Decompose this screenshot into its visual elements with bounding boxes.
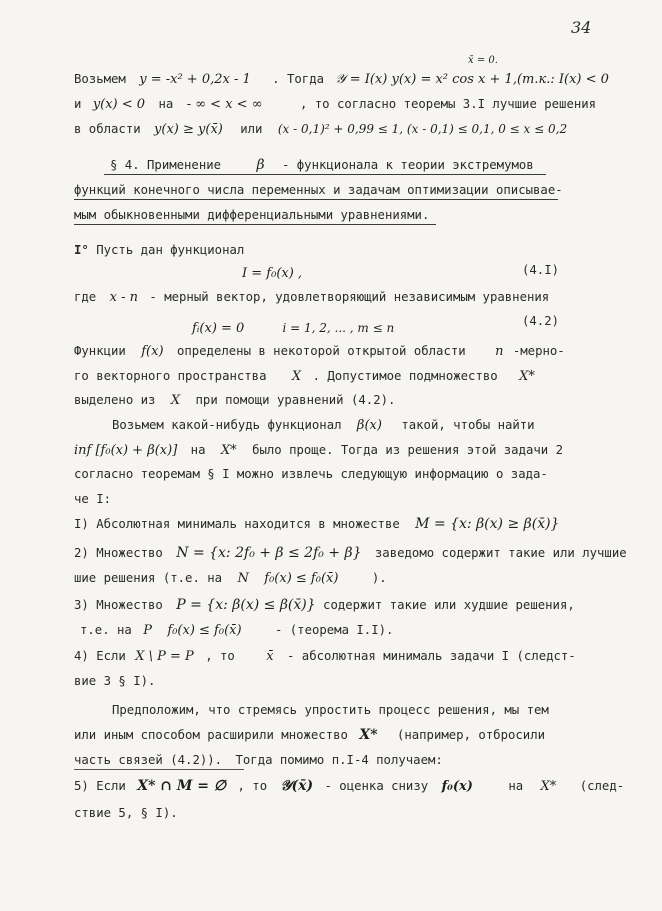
text: - мерный вектор, удовлетворяющий независимым уравнения: [149, 290, 550, 304]
text: или иным способом расширили множество: [74, 728, 348, 742]
line-functions: [74, 343, 565, 360]
handwritten-formula: M = {x: β(x) ≥ β(x̄)}: [415, 516, 560, 532]
text: Функции: [74, 344, 126, 358]
handwritten-symbol: n: [495, 344, 504, 359]
underline: [74, 769, 244, 770]
handwritten-formula: y = -x² + 0,2x - 1: [139, 72, 251, 87]
section-heading-line-2: функций конечного числа переменных и задачам оптимизации описывае-: [74, 183, 563, 197]
handwritten-symbol: X*: [359, 727, 378, 743]
handwritten-symbol: X: [291, 369, 302, 384]
handwritten-formula: f₀(x) ≤ f₀(x̄): [264, 571, 339, 586]
list-item-2-cont: [74, 570, 387, 587]
text: часть связей (4.2)).: [74, 753, 223, 767]
list-item-2: [74, 545, 627, 561]
text: , то согласно теоремы 3.I лучшие решения: [299, 97, 597, 111]
paragraph-line-2: [74, 727, 545, 743]
heading-underline: [74, 199, 558, 200]
handwritten-formula: 𝒴(x̄): [280, 778, 314, 794]
text: - (теорема I.I).: [274, 623, 394, 637]
text: выделено из: [74, 393, 156, 407]
section-heading-line-1: [110, 157, 534, 173]
text: такой, чтобы найти: [401, 418, 535, 432]
equation-number: (4.2): [522, 314, 560, 328]
handwritten-symbol: N: [237, 571, 249, 586]
text: Возьмем: [74, 72, 126, 86]
item-number: I°: [74, 243, 89, 257]
text: - абсолютная минималь задачи I (следст-: [286, 649, 576, 663]
text: 4) Если: [74, 649, 126, 663]
text: ).: [371, 571, 387, 585]
paragraph-line-1: Предположим, что стремясь упростить процесс решения, мы тем: [112, 703, 549, 717]
text: Возьмем какой-нибудь функционал: [112, 418, 342, 432]
text: , то: [205, 649, 235, 663]
text: , то: [237, 779, 268, 793]
list-item-4-cont: вие 3 § I).: [74, 674, 156, 688]
text: определены в некоторой открытой области: [176, 344, 466, 358]
text: - функционала к теории экстремумов: [281, 158, 534, 172]
text: § 4. Применение: [110, 158, 222, 172]
line-where: [74, 289, 549, 306]
handwritten-formula: P = {x: β(x) ≤ β(x̄)}: [176, 597, 316, 613]
text: на: [158, 97, 174, 111]
handwritten-symbol: X*: [540, 779, 557, 794]
handwritten-symbol: P: [143, 623, 152, 638]
text: . Тогда: [272, 72, 324, 86]
handwritten-formula: f₀(x) ≤ f₀(x̄): [167, 623, 242, 638]
text: Пусть дан функционал: [96, 243, 245, 257]
line-3: [74, 121, 567, 138]
handwritten-formula: (x - 0,1)² + 0,99 ≤ 1, (x - 0,1) ≤ 0,1, 0 ≤ x ≤ 0,2: [277, 122, 568, 136]
handwritten-formula: - ∞ < x < ∞: [186, 97, 263, 112]
text: было проще. Тогда из решения этой задачи 2: [252, 443, 564, 457]
text: т.е. на: [80, 623, 132, 637]
text: на: [508, 779, 524, 793]
handwritten-formula: f₀(x): [441, 779, 473, 794]
text: заведомо содержит такие или лучшие: [374, 546, 627, 560]
list-item-3: [74, 597, 575, 613]
list-item-1: [74, 516, 559, 532]
formula-4-1: I = f₀(x) ,: [242, 266, 303, 281]
text: где: [74, 290, 97, 304]
text: на: [190, 443, 206, 457]
line-accordingly: согласно теоремам § I можно извлечь следующую информацию о зада-: [74, 467, 548, 481]
line-take-functional: [112, 417, 535, 434]
heading-underline: [74, 224, 436, 225]
list-item-3-cont: [80, 622, 393, 639]
handwritten-superscript: x̄ = 0.: [468, 55, 498, 66]
formula-4-2: [192, 320, 394, 337]
text: 5) Если: [74, 779, 126, 793]
paragraph-line-3: [74, 752, 443, 768]
page-number: 34: [571, 18, 592, 37]
text: го векторного пространства: [74, 369, 267, 383]
formula-condition: i = 1, 2, ... , m ≤ n: [282, 321, 395, 335]
handwritten-symbol: β: [256, 157, 265, 173]
text: при помощи уравнений (4.2).: [195, 393, 396, 407]
handwritten-symbol: X*: [519, 369, 535, 384]
text: (след-: [579, 779, 625, 793]
paragraph-1: [74, 242, 244, 258]
formula: fᵢ(x) = 0: [192, 321, 245, 336]
text: 3) Множество: [74, 598, 163, 612]
line-problem-i: че I:: [74, 492, 112, 506]
text: содержит такие или худшие решения,: [323, 598, 575, 612]
handwritten-symbol: X: [170, 393, 181, 408]
handwritten-formula: X* ∩ M = ∅: [137, 778, 227, 794]
equation-number: (4.I): [522, 263, 560, 277]
handwritten-formula: y(x) < 0: [92, 97, 146, 112]
text: I) Абсолютная минималь находится в множестве: [74, 517, 400, 531]
handwritten-formula: N = {x: 2f₀ + β ≤ 2f₀ + β}: [176, 545, 362, 561]
text: и: [74, 97, 82, 111]
text: Тогда помимо п.I-4 получаем:: [235, 753, 443, 767]
line-selected: [74, 392, 395, 409]
text: - оценка снизу: [324, 779, 429, 793]
list-item-5: [74, 778, 624, 795]
handwritten-formula: β(x): [356, 418, 382, 433]
line-vector-space: [74, 368, 535, 385]
list-item-5-cont: ствие 5, § I).: [74, 806, 178, 820]
text: (например, отбросили: [396, 728, 546, 742]
list-item-4: [74, 648, 576, 665]
handwritten-formula: f(x): [141, 344, 164, 359]
handwritten-formula: X \ P = P: [135, 649, 194, 664]
text: шие решения (т.е. на: [74, 571, 223, 585]
handwritten-symbol: x̄: [266, 649, 274, 664]
line-inf: [74, 442, 563, 459]
handwritten-symbol: X*: [220, 443, 237, 458]
handwritten-formula: y(x) ≥ y(x̄): [154, 122, 223, 137]
text: в области: [74, 122, 141, 136]
text: или: [240, 122, 263, 136]
text: -мерно-: [512, 344, 565, 358]
text: . Допустимое подмножество: [312, 369, 498, 383]
handwritten-formula: 𝒴 = I(x) y(x) = x² cos x + 1,(т.к.: I(x) < 0: [335, 72, 609, 87]
handwritten-formula: inf [f₀(x) + β(x)]: [74, 443, 178, 458]
handwritten-formula: x - n: [109, 290, 138, 305]
text: 2) Множество: [74, 546, 163, 560]
line-1: [74, 71, 609, 88]
section-heading-line-3: мым обыкновенными дифференциальными уравнениями.: [74, 208, 430, 222]
line-2: [74, 96, 596, 113]
heading-underline: [104, 174, 546, 175]
